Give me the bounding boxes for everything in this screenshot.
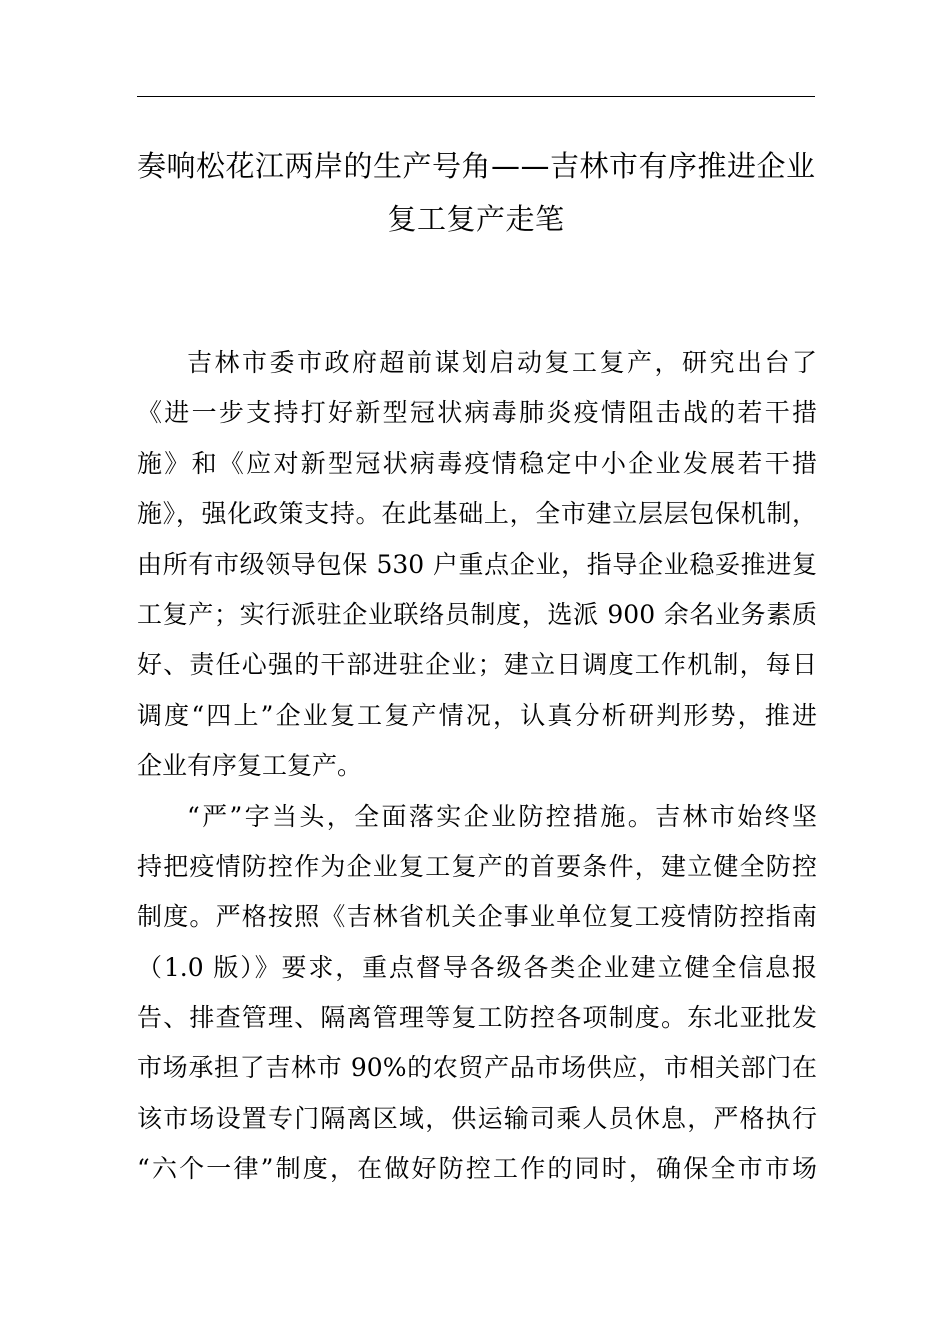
paragraph-line: 施》，强化政策支持。在此基础上，全市建立层层包保机制， [137,499,817,529]
paragraph-line: 《进一步支持打好新型冠状病毒肺炎疫情阻击战的若干措 [137,398,817,428]
paragraph-2 [137,792,817,1195]
paragraph-line: 调度“四上”企业复工复产情况，认真分析研判形势，推进 [137,700,817,730]
paragraph-line: 企业有序复工复产。 [137,751,363,781]
title-line-1: 奏响松花江两岸的生产号角——吉林市有序推进企业 [137,149,816,183]
paragraph-line: 工复产；实行派驻企业联络员制度，选派 900 余名业务素质 [137,599,817,629]
paragraph-line: 施》和《应对新型冠状病毒疫情稳定中小企业发展若干措 [137,448,817,478]
document-title [137,140,815,246]
paragraph-line: 市场承担了吉林市 90%的农贸产品市场供应，市相关部门在 [137,1053,817,1083]
paragraph-line: 好、责任心强的干部进驻企业；建立日调度工作机制，每日 [137,650,817,680]
title-line-2: 复工复产走笔 [387,202,565,236]
paragraph-line: 吉林市委市政府超前谋划启动复工复产，研究出台了 [187,348,817,377]
paragraph-line: “严”字当头，全面落实企业防控措施。吉林市始终坚 [187,801,817,831]
document-body [137,338,817,1195]
paragraph-line: 告、排查管理、隔离管理等复工防控各项制度。东北亚批发 [137,1003,817,1033]
paragraph-line: “六个一律”制度，在做好防控工作的同时，确保全市市场 [137,1154,817,1184]
paragraph-line: 持把疫情防控作为企业复工复产的首要条件，建立健全防控 [137,851,817,881]
paragraph-1 [137,338,817,792]
paragraph-line: （1.0 版）》要求，重点督导各级各类企业建立健全信息报 [137,952,817,982]
header-rule [137,96,815,97]
paragraph-line: 制度。严格按照《吉林省机关企事业单位复工疫情防控指南 [137,902,817,932]
paragraph-line: 由所有市级领导包保 530 户重点企业，指导企业稳妥推进复 [137,549,817,579]
paragraph-line: 该市场设置专门隔离区域，供运输司乘人员休息，严格执行 [137,1103,817,1133]
